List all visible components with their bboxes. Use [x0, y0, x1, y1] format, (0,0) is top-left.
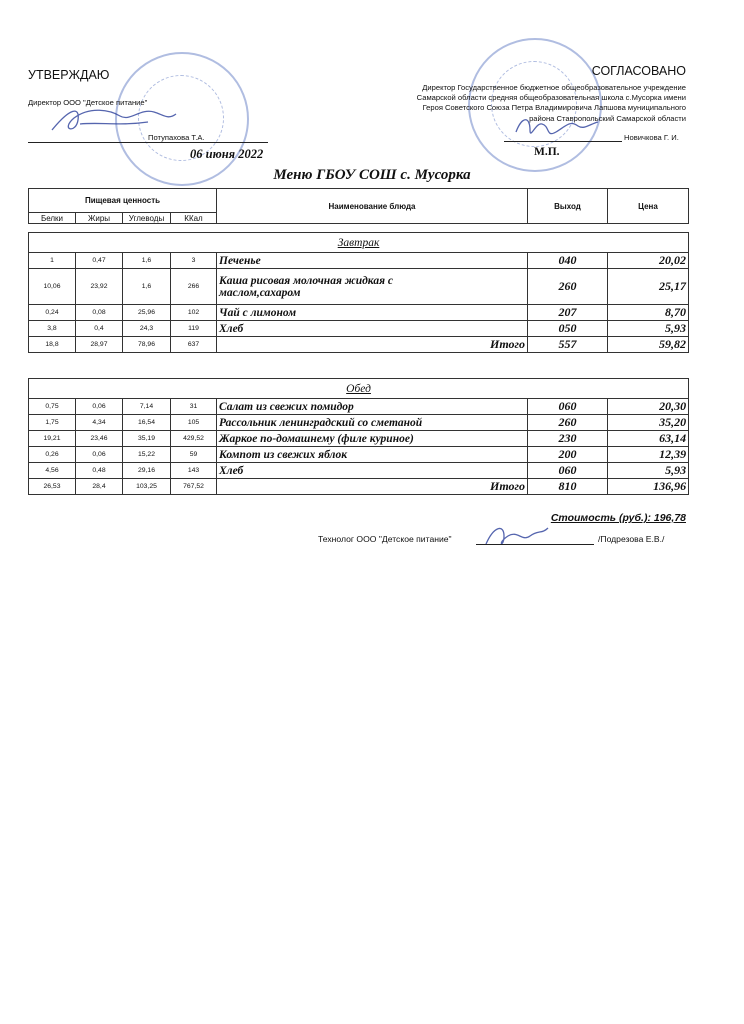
- cell-protein: 0,24: [29, 305, 76, 321]
- cell-kcal: 3: [171, 253, 217, 269]
- cell-output: 230: [528, 431, 608, 447]
- cell-protein: 10,06: [29, 269, 76, 305]
- cell-carbs: 24,3: [123, 321, 171, 337]
- cell-price: 8,70: [608, 305, 689, 321]
- total-row: [29, 479, 689, 495]
- cell-kcal: 429,52: [171, 431, 217, 447]
- table-row: [29, 253, 689, 269]
- header-col-carbs: Углеводы: [123, 213, 171, 224]
- agree-organization: [376, 83, 686, 124]
- cell-kcal: 143: [171, 463, 217, 479]
- cell-carbs: 1,6: [123, 269, 171, 305]
- cell-carbs: 7,14: [123, 399, 171, 415]
- approve-director: Директор ООО "Детское питание": [28, 98, 148, 107]
- cell-dish: Рассольник ленинградский со сметаной: [217, 415, 528, 431]
- cell-output: 060: [528, 399, 608, 415]
- cell-price: 25,17: [608, 269, 689, 305]
- cell-dish: Салат из свежих помидор: [217, 399, 528, 415]
- header-output: Выход: [528, 189, 608, 224]
- agree-title: СОГЛАСОВАНО: [591, 64, 686, 78]
- cell-dish: Каша рисовая молочная жидкая с маслом,сахаром: [217, 269, 528, 305]
- cell-dish: Жаркое по-домашнему (филе куриное): [217, 431, 528, 447]
- cell-kcal: 31: [171, 399, 217, 415]
- header-col-protein: Белки: [29, 213, 76, 224]
- table-row: [29, 399, 689, 415]
- total-label: Итого: [217, 479, 528, 495]
- menu-title: Меню ГБОУ СОШ с. Мусорка: [273, 167, 471, 183]
- agree-org-line: Директор Государственное бюджетное общеобразовательное учреждение: [422, 83, 686, 92]
- cell-kcal: 59: [171, 447, 217, 463]
- cell-output: 050: [528, 321, 608, 337]
- cell-fat: 0,48: [76, 463, 123, 479]
- cell-dish: Компот из свежих яблок: [217, 447, 528, 463]
- lunch-table: [28, 378, 689, 495]
- cell-carbs: 16,54: [123, 415, 171, 431]
- cell-output: 060: [528, 463, 608, 479]
- cell-fat: 4,34: [76, 415, 123, 431]
- cell-fat: 0,4: [76, 321, 123, 337]
- total-output: 557: [528, 337, 608, 353]
- table-row: [29, 415, 689, 431]
- cell-dish: Хлеб: [217, 321, 528, 337]
- cell-protein: 3,8: [29, 321, 76, 337]
- lunch-title: Обед: [29, 379, 689, 399]
- cell-dish: Хлеб: [217, 463, 528, 479]
- cell-protein: 1: [29, 253, 76, 269]
- cell-fat: 23,46: [76, 431, 123, 447]
- total-carbs: 103,25: [123, 479, 171, 495]
- total-fat: 28,97: [76, 337, 123, 353]
- cell-price: 12,39: [608, 447, 689, 463]
- cell-price: 20,30: [608, 399, 689, 415]
- cell-price: 20,02: [608, 253, 689, 269]
- total-protein: 18,8: [29, 337, 76, 353]
- cell-carbs: 25,96: [123, 305, 171, 321]
- cell-kcal: 119: [171, 321, 217, 337]
- total-kcal: 637: [171, 337, 217, 353]
- cell-output: 207: [528, 305, 608, 321]
- table-row: [29, 321, 689, 337]
- agree-org-line: Самарской области средняя общеобразовательная школа с.Мусорка имени: [416, 93, 686, 103]
- cell-fat: 0,06: [76, 399, 123, 415]
- header-nutrition: Пищевая ценность: [29, 189, 217, 213]
- agree-org-line: Героя Советского Союза Петра Владимировича Лапшова муниципального: [422, 103, 686, 113]
- cell-output: 260: [528, 415, 608, 431]
- table-row: [29, 269, 689, 305]
- cell-kcal: 266: [171, 269, 217, 305]
- cell-output: 200: [528, 447, 608, 463]
- header-price: Цена: [608, 189, 689, 224]
- total-protein: 26,53: [29, 479, 76, 495]
- total-price: 59,82: [608, 337, 689, 353]
- total-carbs: 78,96: [123, 337, 171, 353]
- cell-price: 63,14: [608, 431, 689, 447]
- cell-protein: 19,21: [29, 431, 76, 447]
- cell-kcal: 105: [171, 415, 217, 431]
- breakfast-table: [28, 232, 689, 353]
- technologist-name: /Подрезова Е.В./: [598, 534, 665, 544]
- agree-mp: М.П.: [534, 146, 560, 158]
- header-dish: Наименование блюда: [217, 189, 528, 224]
- total-kcal: 767,52: [171, 479, 217, 495]
- cell-price: 5,93: [608, 321, 689, 337]
- header-col-fat: Жиры: [76, 213, 123, 224]
- cell-carbs: 29,16: [123, 463, 171, 479]
- breakfast-title: Завтрак: [29, 233, 689, 253]
- cell-fat: 0,08: [76, 305, 123, 321]
- table-row: [29, 447, 689, 463]
- agree-org-line: района Ставропольский Самарской области: [529, 113, 686, 123]
- cell-price: 35,20: [608, 415, 689, 431]
- table-row: [29, 431, 689, 447]
- approve-signature-line: [28, 142, 268, 143]
- approve-name: Потупахова Т.А.: [148, 133, 205, 142]
- cell-protein: 0,26: [29, 447, 76, 463]
- agree-signature-line: [504, 141, 622, 142]
- cell-protein: 1,75: [29, 415, 76, 431]
- approve-date: 06 июня 2022: [190, 147, 264, 161]
- cell-kcal: 102: [171, 305, 217, 321]
- cell-protein: 4,56: [29, 463, 76, 479]
- agree-name: Новичкова Г. И.: [624, 133, 679, 142]
- menu-header-table: [28, 188, 689, 224]
- cell-output: 260: [528, 269, 608, 305]
- cell-price: 5,93: [608, 463, 689, 479]
- cell-protein: 0,75: [29, 399, 76, 415]
- cell-fat: 23,92: [76, 269, 123, 305]
- table-row: [29, 463, 689, 479]
- total-output: 810: [528, 479, 608, 495]
- cell-carbs: 1,6: [123, 253, 171, 269]
- cell-carbs: 35,19: [123, 431, 171, 447]
- cell-output: 040: [528, 253, 608, 269]
- total-cost: Стоимость (руб.): 196,78: [550, 512, 686, 524]
- cell-fat: 0,06: [76, 447, 123, 463]
- total-row: [29, 337, 689, 353]
- total-label: Итого: [217, 337, 528, 353]
- total-price: 136,96: [608, 479, 689, 495]
- total-fat: 28,4: [76, 479, 123, 495]
- header-col-kcal: ККал: [171, 213, 217, 224]
- technologist-signature-icon: [482, 522, 552, 552]
- cell-fat: 0,47: [76, 253, 123, 269]
- table-row: [29, 305, 689, 321]
- technologist-signature-line: [476, 544, 594, 545]
- cell-dish: Чай с лимоном: [217, 305, 528, 321]
- cell-carbs: 15,22: [123, 447, 171, 463]
- approve-title: УТВЕРЖДАЮ: [28, 68, 110, 82]
- technologist-label: Технолог ООО "Детское питание": [318, 534, 452, 544]
- cell-dish: Печенье: [217, 253, 528, 269]
